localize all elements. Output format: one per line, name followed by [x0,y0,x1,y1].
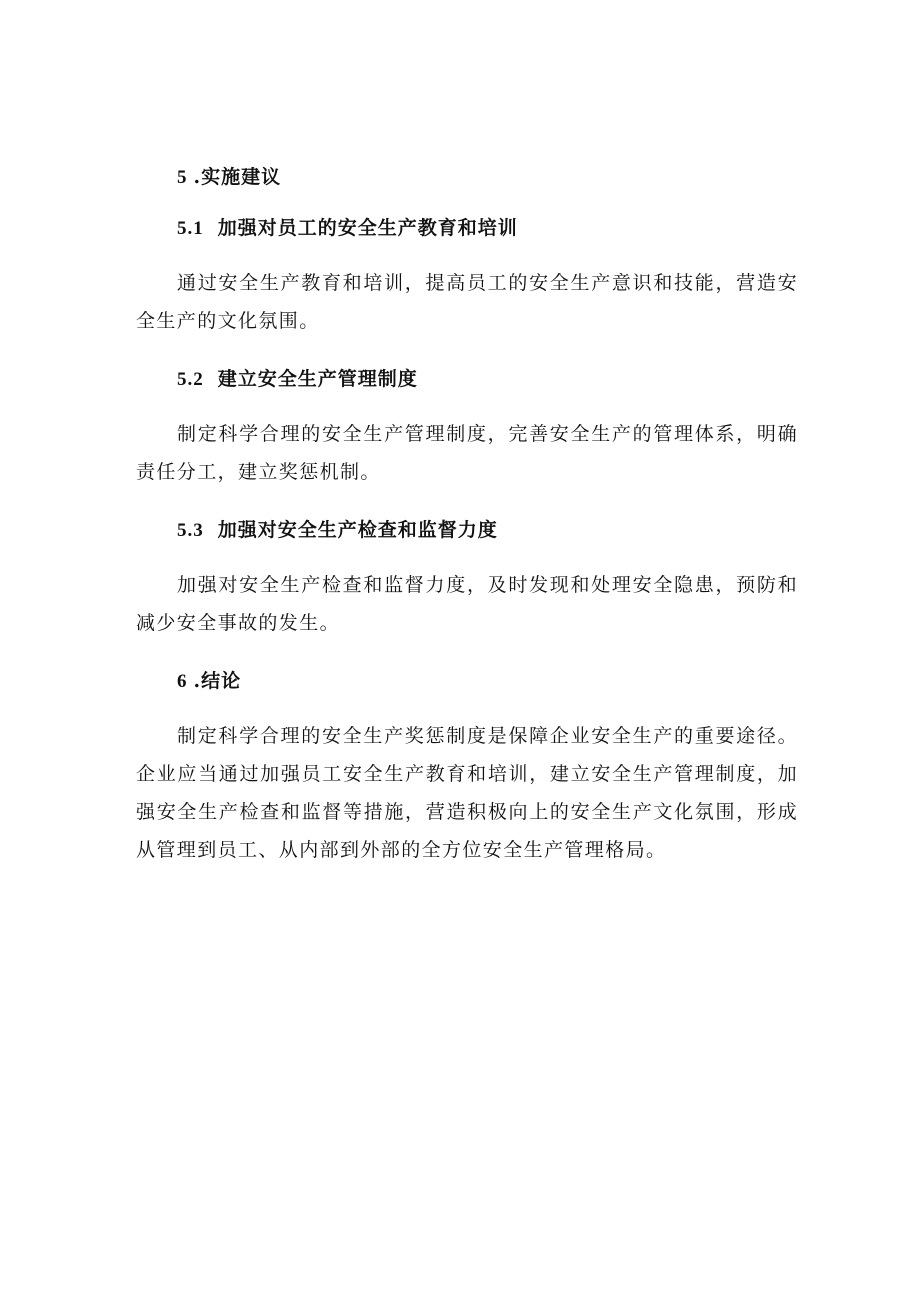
section-6-title: .结论 [193,670,242,692]
section-6-heading [136,664,798,699]
section-5-3-number: 5.3 [177,520,204,541]
section-5-1-title: 加强对员工的安全生产教育和培训 [217,217,518,239]
section-5-2-heading [136,362,798,397]
section-5-3-paragraph: 加强对安全生产检查和监督力度，及时发现和处理安全隐患，预防和减少安全事故的发生。 [136,574,798,634]
section-5-1-number: 5.1 [177,218,204,239]
section-6-number: 6 [177,671,188,692]
section-5-2-paragraph: 制定科学合理的安全生产管理制度，完善安全生产的管理体系，明确责任分工，建立奖惩机制。 [136,423,798,483]
section-5-heading [136,160,798,195]
document-content [136,160,798,891]
section-5-2-title: 建立安全生产管理制度 [217,368,418,390]
section-5-1-paragraph: 通过安全生产教育和培训，提高员工的安全生产意识和技能，营造安全生产的文化氛围。 [136,272,798,332]
section-6-paragraph: 制定科学合理的安全生产奖惩制度是保障企业安全生产的重要途径。企业应当通过加强员工安全生产教育和培训，建立安全生产管理制度，加强安全生产检查和监督等措施，营造积极向上的安全生产文化氛围，形成从管理到员工、从内部到外部的全方位安全生产管理格局。 [136,725,798,861]
section-5-number: 5 [177,167,188,188]
section-5-3-title: 加强对安全生产检查和监督力度 [217,519,498,541]
section-5-1-heading [136,211,798,246]
section-5-3-heading [136,513,798,548]
section-5-title: .实施建议 [193,166,282,188]
section-5-2-number: 5.2 [177,369,204,390]
